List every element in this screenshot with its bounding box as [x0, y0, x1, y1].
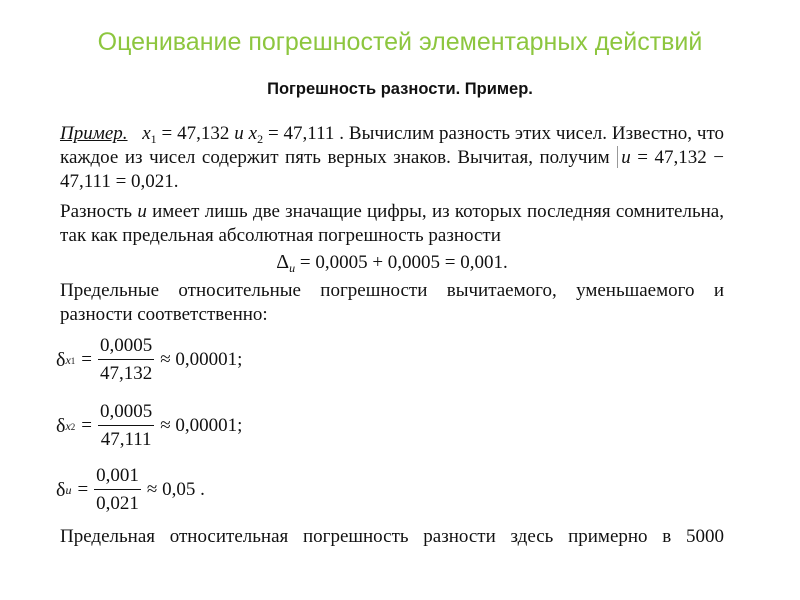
fraction: $\frac{0,0005}{47,111}$ [99, 401, 153, 450]
x1-definition: $x_1 = 47,132$ [142, 123, 230, 146]
text-cursor-bar [617, 146, 618, 168]
x2-definition: $x_2 = 47,111$ [248, 123, 335, 146]
relative-errors-paragraph: Предельные относительные погрешности вычитаемого, уменьшаемого и разности соответственно: [60, 280, 724, 325]
slide-body [56, 122, 725, 549]
conjunction: и [229, 123, 249, 144]
difference-paragraph: Разность u имеет лишь две значащие цифры, из которых последняя сомнительна, так как предельная абсолютная погрешность разности [60, 201, 724, 246]
example-paragraph [60, 122, 724, 194]
var-u: u [137, 201, 147, 222]
example-label: Пример. [60, 123, 128, 144]
slide-title: Оценивание погрешностей элементарных действий [97, 28, 703, 56]
absolute-error-equation: $\Delta_u = 0,0005 + 0,0005 = 0,001$. [276, 251, 508, 275]
example-text: . Вычислим разность этих чисел. Известно, что каждое из чисел содержит пять верных знаков. Вычитая, получим [60, 123, 725, 168]
formula-delta-u: δ u = $\frac{0,001}{0,021}$ ≈ 0,05 . [56, 465, 205, 514]
section-subtitle: Погрешность разности. Пример. [267, 80, 533, 98]
formula-delta-x2: δ x2 = $\frac{0,0005}{47,111}$ ≈ 0,00001; [56, 401, 243, 450]
closing-paragraph: Предельная относительная погрешность разности здесь примерно в 5000 [60, 526, 724, 547]
fraction: $\frac{0,001}{0,021}$ [96, 465, 139, 514]
fraction: $\frac{0,0005}{47,132}$ [99, 335, 153, 384]
difference-equation: u = 47,132 − 47,111 = 0,021. [60, 147, 725, 192]
formula-delta-x1: δ x1 = $\frac{0,0005}{47,132}$ ≈ 0,00001; [56, 335, 243, 384]
